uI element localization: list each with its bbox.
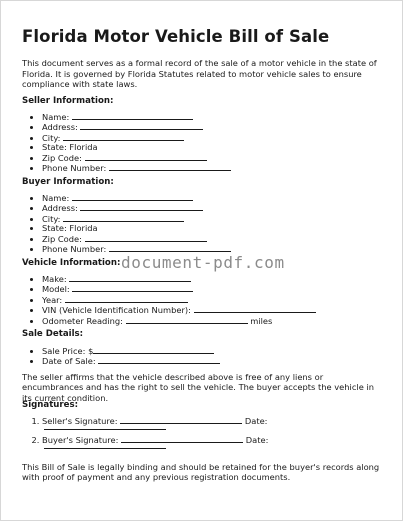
buyer-phone-line[interactable] (109, 244, 231, 252)
seller-signature-field[interactable]: 1. Seller's Signature: Date: (42, 416, 402, 430)
buyer-fields (31, 193, 402, 254)
seller-phone-line[interactable] (109, 163, 231, 171)
sale-heading: Sale Details: (22, 329, 84, 339)
buyer-signature-line[interactable] (121, 435, 243, 443)
buyer-city-field[interactable]: • City: (42, 214, 402, 224)
seller-date-line[interactable] (44, 426, 166, 430)
document-title: Florida Motor Vehicle Bill of Sale (22, 27, 330, 46)
sale-price-field[interactable]: • Sale Price: $ (42, 346, 402, 356)
buyer-name-field[interactable]: • Name: (42, 193, 402, 203)
buyer-zip-field[interactable]: • Zip Code: (42, 234, 402, 244)
sale-fields (31, 346, 402, 367)
seller-zip-line[interactable] (85, 153, 207, 161)
seller-zip-field[interactable]: • Zip Code: (42, 153, 402, 163)
buyer-phone-field[interactable]: • Phone Number: (42, 244, 402, 254)
sale-date-line[interactable] (98, 356, 220, 364)
watermark: document-pdf.com (121, 253, 285, 272)
affirmation-paragraph: The seller affirms that the vehicle described above is free of any liens or encumbrances and has the right to sell the vehicle. The buyer accepts the vehicle in its current condition. (22, 372, 375, 403)
intro-paragraph: This document serves as a formal record of the sale of a motor vehicle in the state of Florida. It is governed by Florida Statutes related to motor vehicle sales to ensure compliance with state laws. (22, 58, 377, 89)
seller-city-field[interactable]: • City: (42, 133, 402, 143)
buyer-address-field[interactable]: • Address: (42, 203, 402, 213)
seller-city-line[interactable] (63, 133, 184, 141)
buyer-heading: Buyer Information: (22, 177, 114, 187)
vehicle-odometer-line[interactable] (126, 316, 248, 324)
vehicle-vin-field[interactable]: • VIN (Vehicle Identification Number): (42, 305, 402, 315)
buyer-city-line[interactable] (63, 214, 184, 222)
vehicle-year-line[interactable] (65, 295, 188, 303)
buyer-address-line[interactable] (80, 203, 203, 211)
buyer-zip-line[interactable] (85, 234, 207, 242)
seller-phone-field[interactable]: • Phone Number: (42, 163, 402, 173)
sale-date-field[interactable]: • Date of Sale: (42, 356, 402, 366)
vehicle-vin-line[interactable] (194, 305, 316, 313)
seller-heading: Seller Information: (22, 96, 114, 106)
buyer-name-line[interactable] (72, 193, 193, 201)
seller-name-line[interactable] (72, 112, 193, 120)
seller-signature-line[interactable] (120, 416, 242, 424)
sale-price-line[interactable] (93, 346, 214, 354)
vehicle-model-line[interactable] (72, 284, 193, 292)
seller-name-field[interactable]: • Name: (42, 112, 402, 122)
vehicle-fields (31, 274, 402, 326)
vehicle-make-field[interactable]: • Make: (42, 274, 402, 284)
seller-state-field: • State: Florida (42, 143, 402, 152)
signatures-heading: Signatures: (22, 400, 79, 410)
closing-paragraph: This Bill of Sale is legally binding and should be retained for the buyer's records along with proof of payment and any previous registration documents. (22, 462, 380, 483)
vehicle-heading: Vehicle Information: (22, 258, 121, 268)
vehicle-model-field[interactable]: • Model: (42, 284, 402, 294)
seller-address-field[interactable]: • Address: (42, 122, 402, 132)
vehicle-make-line[interactable] (69, 274, 191, 282)
seller-address-line[interactable] (80, 122, 203, 130)
buyer-date-line[interactable] (44, 445, 166, 449)
signature-list (31, 416, 402, 449)
vehicle-odometer-field[interactable]: • Odometer Reading: miles (42, 316, 402, 326)
buyer-signature-field[interactable]: 2. Buyer's Signature: Date: (42, 435, 402, 449)
buyer-state-field: • State: Florida (42, 224, 402, 233)
seller-fields (31, 112, 402, 173)
vehicle-year-field[interactable]: • Year: (42, 295, 402, 305)
